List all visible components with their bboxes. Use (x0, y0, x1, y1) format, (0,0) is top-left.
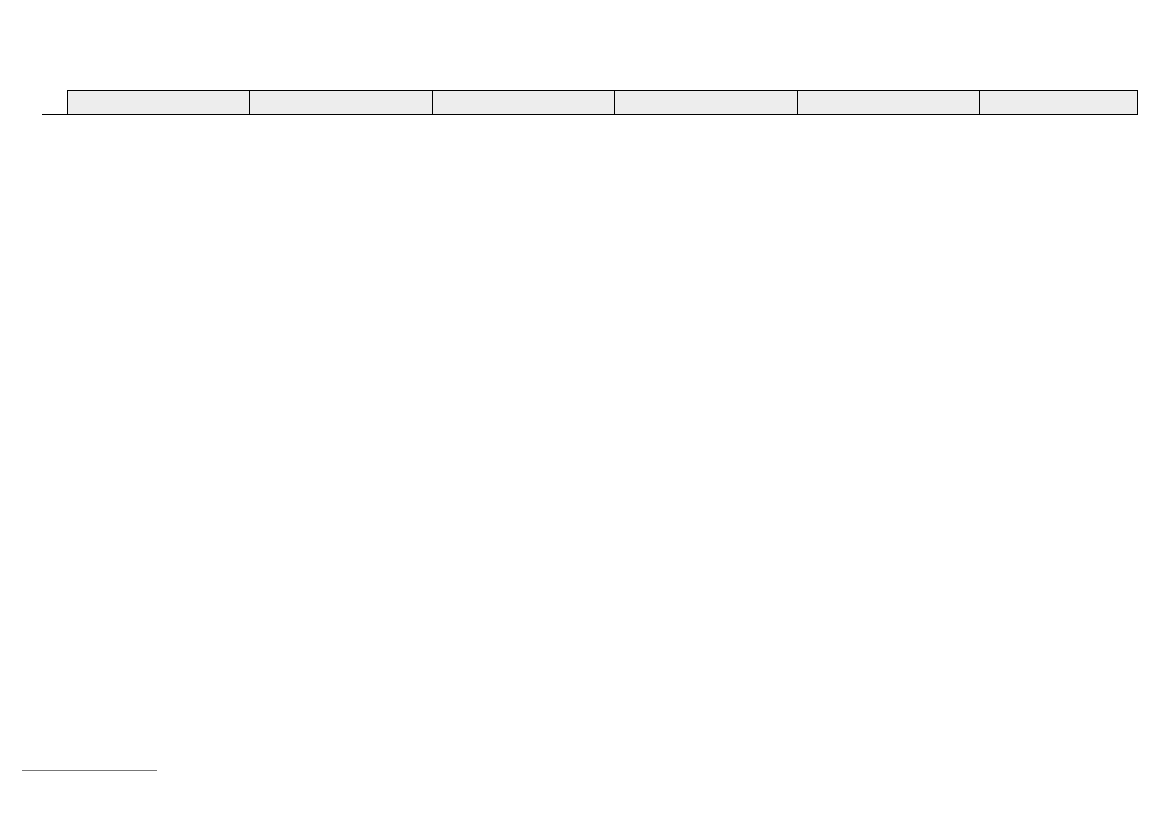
menu-table (42, 90, 1138, 115)
header-podwieczorek (614, 91, 797, 115)
header-suma (979, 91, 1137, 115)
header-row (42, 91, 1137, 115)
footer-left (22, 770, 157, 780)
header-corner (42, 91, 67, 115)
document-title (312, 72, 918, 90)
footer-print-source (22, 770, 157, 773)
header-obiad (432, 91, 614, 115)
header-sniadanie (67, 91, 249, 115)
header-2-sniadanie (249, 91, 432, 115)
header-kolacja (797, 91, 979, 115)
